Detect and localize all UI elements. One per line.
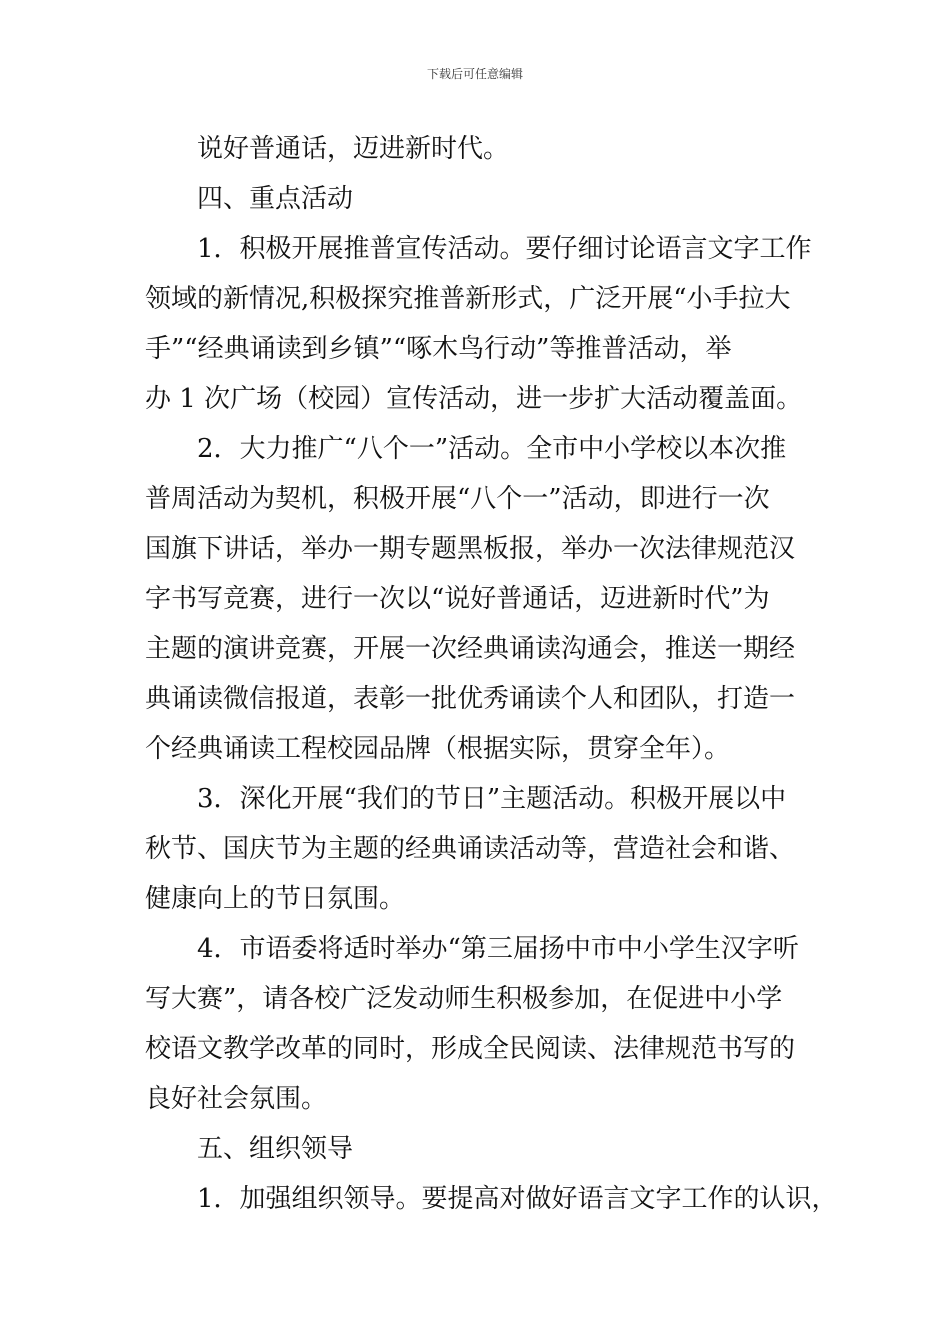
text-line: 领域的新情况,积极探究推普新形式，广泛开展“小手拉大 — [145, 284, 791, 314]
text-line: 手”“经典诵读到乡镇”“啄木鸟行动”等推普活动，举 — [145, 334, 732, 364]
text-line: 3．深化开展“我们的节日”主题活动。积极开展以中 — [197, 784, 787, 814]
section-heading: 五、组织领导 — [197, 1134, 354, 1164]
text-line: 良好社会氛围。 — [145, 1084, 328, 1114]
text-line: 个经典诵读工程校园品牌（根据实际，贯穿全年）。 — [145, 734, 731, 764]
text-line: 2．大力推广“八个一”活动。全市中小学校以本次推 — [197, 434, 787, 464]
page-header: 下载后可任意编辑 — [426, 67, 523, 81]
document-body — [145, 124, 838, 1224]
text-line: 校语文教学改革的同时，形成全民阅读、法律规范书写的 — [145, 1034, 796, 1064]
text-line: 办 1 次广场（校园）宣传活动，进一步扩大活动覆盖面。 — [145, 384, 803, 414]
text-line: 普周活动为契机，积极开展“八个一”活动，即进行一次 — [145, 484, 770, 514]
text-line: 主题的演讲竞赛，开展一次经典诵读沟通会，推送一期经 — [145, 634, 796, 664]
text-line: 写大赛”，请各校广泛发动师生积极参加，在促进中小学 — [145, 984, 783, 1014]
text-line: 典诵读微信报道，表彰一批优秀诵读个人和团队，打造一 — [145, 684, 796, 714]
text-line: 1．积极开展推普宣传活动。要仔细讨论语言文字工作 — [197, 234, 812, 264]
text-line: 说好普通话，迈进新时代。 — [197, 134, 510, 164]
text-line: 健康向上的节日氛围。 — [145, 884, 406, 914]
text-line: 秋节、国庆节为主题的经典诵读活动等，营造社会和谐、 — [145, 834, 796, 864]
text-line: 国旗下讲话，举办一期专题黑板报，举办一次法律规范汉 — [145, 534, 796, 564]
text-line: 1．加强组织领导。要提高对做好语言文字工作的认识， — [197, 1184, 838, 1214]
text-line: 4．市语委将适时举办“第三届扬中市中小学生汉字听 — [197, 934, 799, 964]
section-heading: 四、重点活动 — [197, 184, 354, 214]
text-line: 字书写竞赛，进行一次以“说好普通话，迈进新时代”为 — [145, 584, 770, 614]
